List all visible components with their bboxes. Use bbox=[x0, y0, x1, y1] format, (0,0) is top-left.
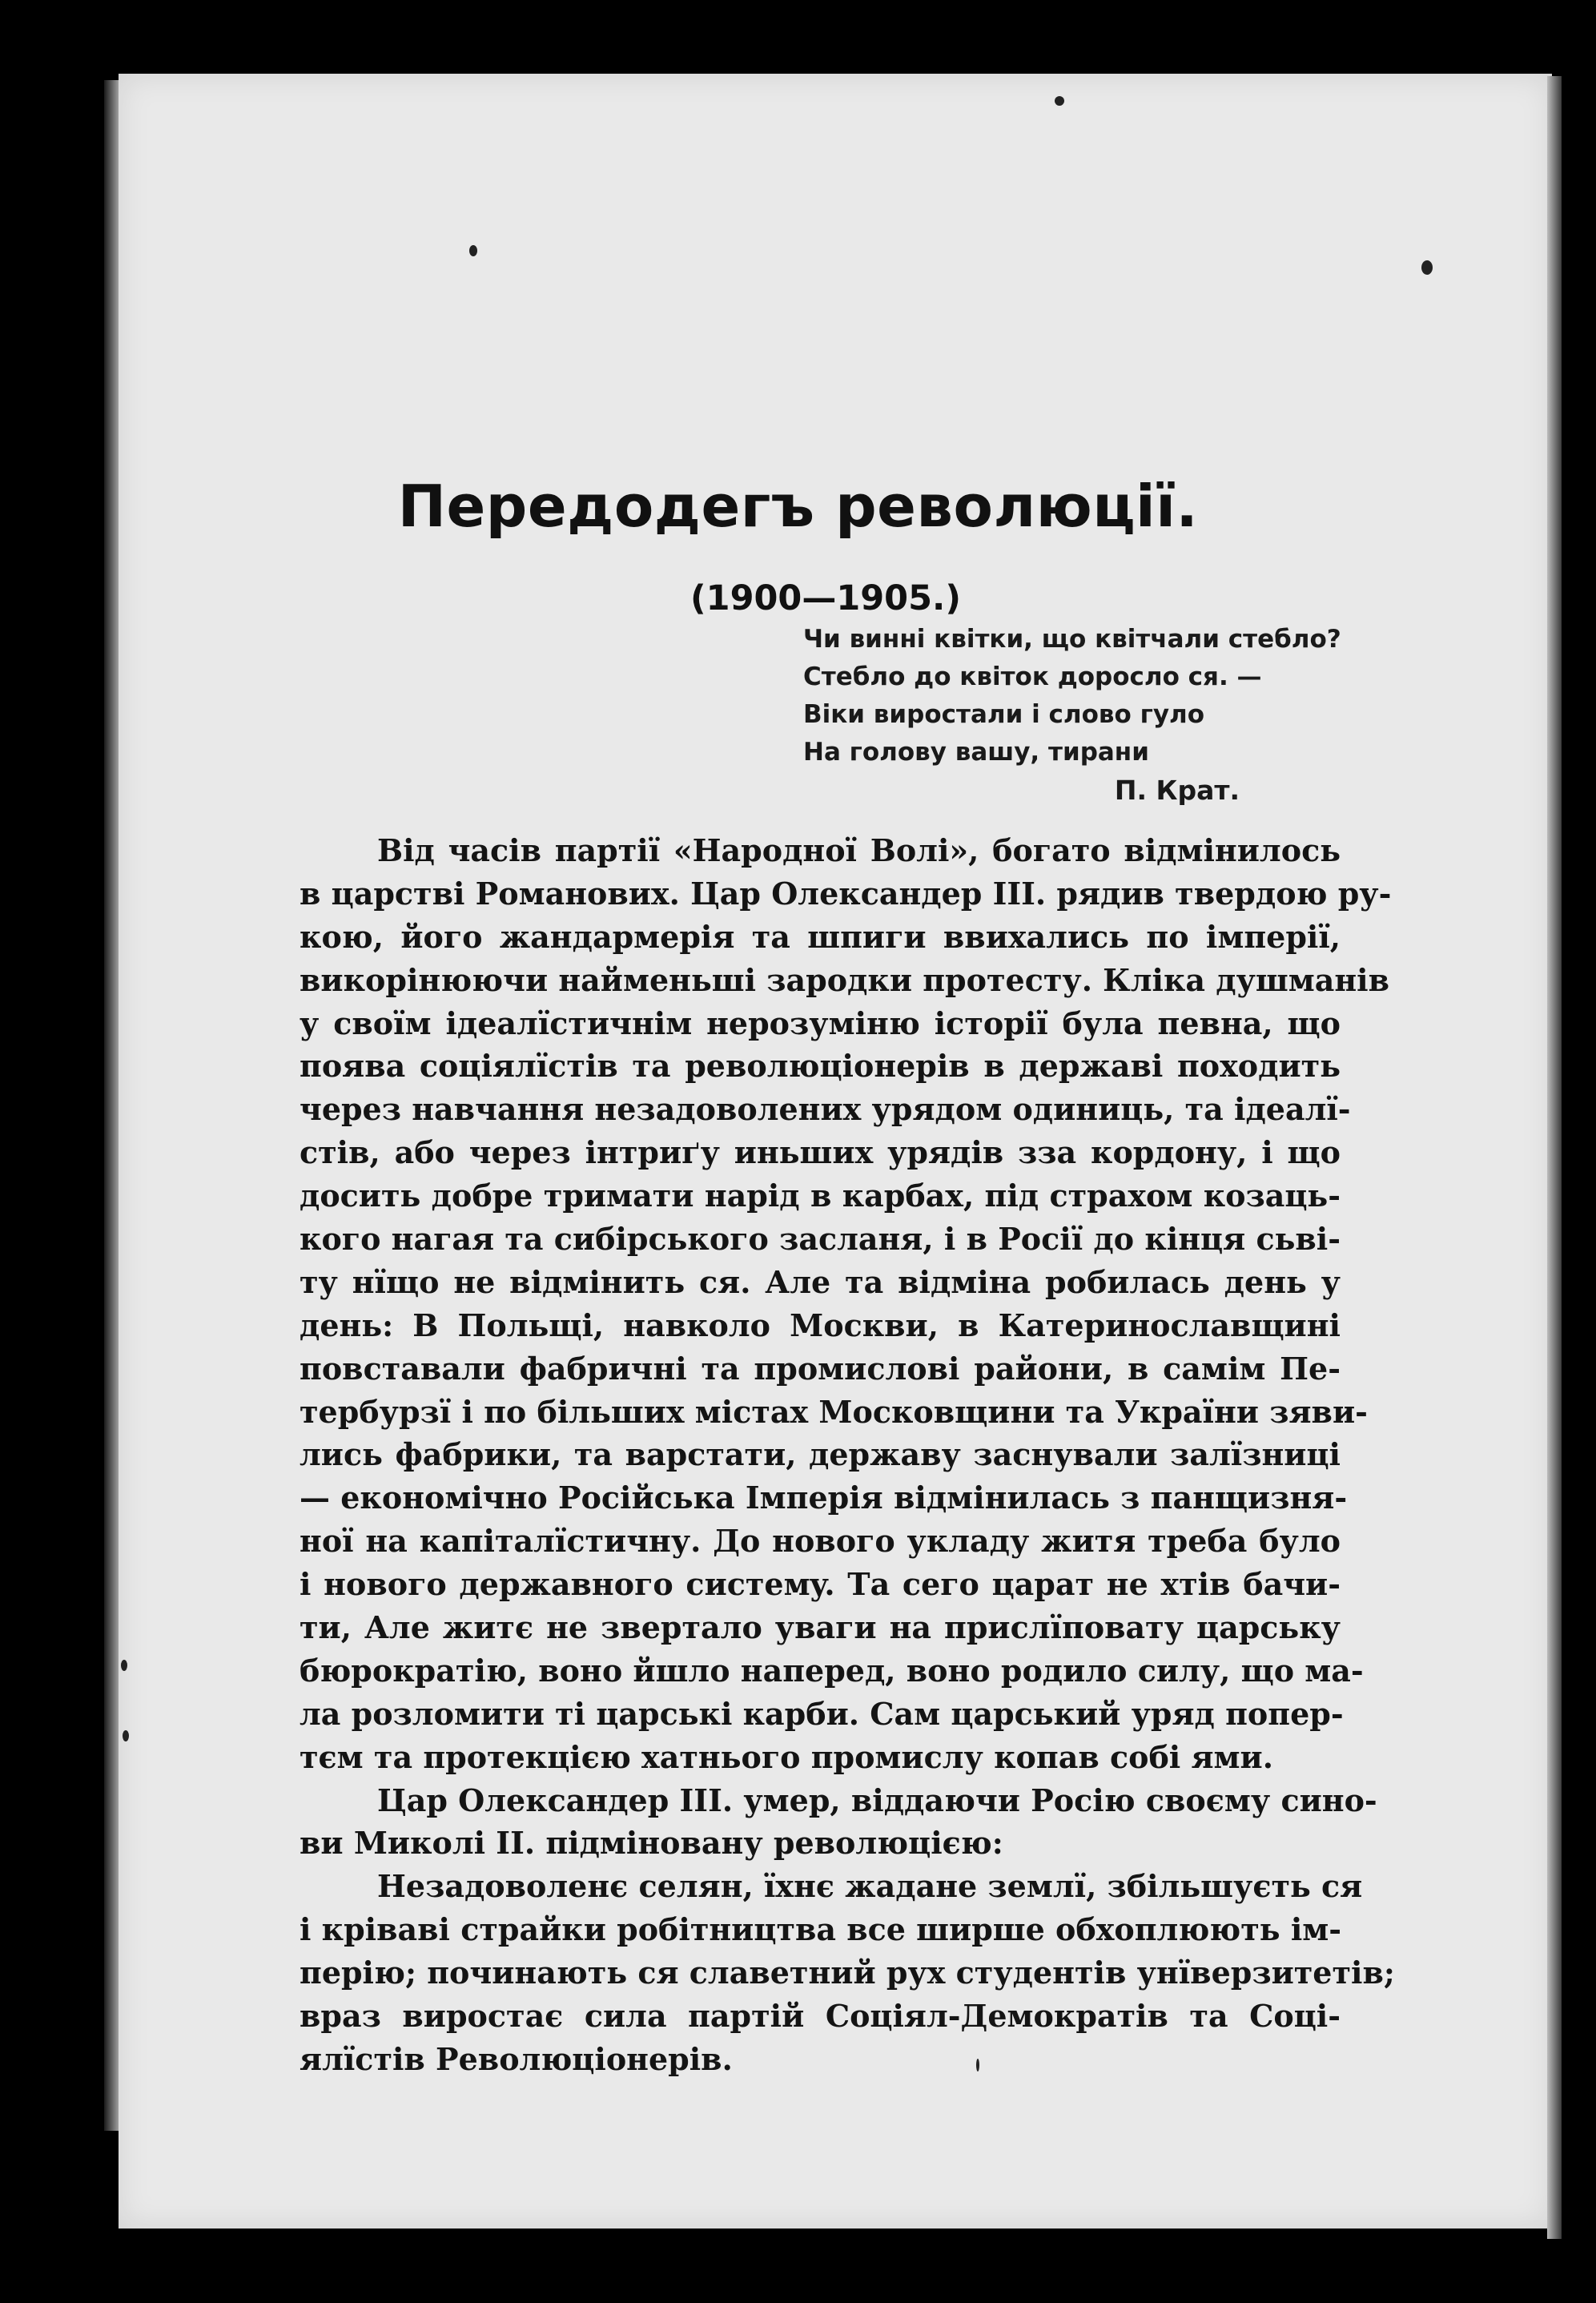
document-dates: (1900—1905.) bbox=[690, 578, 961, 618]
body-line: — економічно Російська Імперія відмінилась з панщизня- bbox=[300, 1480, 1348, 1516]
body-line: перію; починають ся славетний рух студентів унїверзитетів; bbox=[300, 1955, 1395, 1991]
body-line: і нового державного системy. Та сего царат не хтів бачи- bbox=[300, 1566, 1341, 1603]
body-line: ти, Але житє не звертало уваги на прислїповату царську bbox=[300, 1609, 1341, 1646]
document-title: Передодегъ революції. bbox=[397, 473, 1199, 540]
epigraph-line: Віки виростали і слово гуло bbox=[803, 700, 1205, 729]
epigraph-line: Чи винні квітки, що квітчали стебло? bbox=[803, 625, 1341, 654]
body-line: і кріваві страйки робітництва все ширше обхоплюють ім- bbox=[300, 1911, 1342, 1948]
body-line: через навчання незадоволених урядом одиниць, та ідеалї- bbox=[300, 1091, 1351, 1128]
body-line: тербурзї і по більших містах Московщини та України зяви- bbox=[300, 1393, 1368, 1430]
epigraph-line: Стебло до квіток доросло ся. — bbox=[803, 662, 1262, 691]
body-line: ви Миколі II. підміновану революцією: bbox=[300, 1825, 1003, 1862]
body-line: ла розломити ті царські карби. Сам царський уряд попер- bbox=[300, 1695, 1344, 1732]
body-line: у своїм ідеалїстичнім нерозуміню історії була певна, що bbox=[300, 1005, 1341, 1041]
epigraph bbox=[803, 621, 1356, 809]
body-line: бюрократію, воно йшло наперед, воно родило силу, що ма- bbox=[300, 1652, 1364, 1689]
body-line: повставали фабричні та промислові райони, в самім Пе- bbox=[300, 1350, 1341, 1387]
epigraph-line: На голову вашу, тирани bbox=[803, 738, 1149, 767]
body-line: досить добре тримати нарід в карбах, під страхом козаць- bbox=[300, 1178, 1341, 1214]
scan-speck bbox=[469, 245, 477, 256]
body-text bbox=[300, 829, 1395, 2081]
body-line: в царстві Романових. Цар Олександер III. рядив твердою ру- bbox=[300, 875, 1392, 912]
scan-speck bbox=[1055, 96, 1064, 106]
epigraph-author: П. Крат. bbox=[1114, 775, 1240, 806]
page-right-edge bbox=[1547, 76, 1562, 2239]
body-line: Незадоволенє селян, їхнє жадане землї, збільшуєть ся bbox=[377, 1868, 1363, 1905]
body-line: Цар Олександер III. умер, віддаючи Росію своєму сино- bbox=[377, 1782, 1377, 1818]
scan-speck bbox=[121, 1660, 127, 1671]
body-line: кого нагая та сибірського засланя, і в Росії до кінця сьві- bbox=[300, 1221, 1341, 1258]
body-line: враз виростає сила партій Соціял-Демократів та Соці- bbox=[300, 1998, 1341, 2035]
body-line: поява соціялїстів та революціонерів в державі походить bbox=[300, 1048, 1341, 1085]
body-line: день: В Польщі, навколо Москви, в Катеринославщині bbox=[300, 1307, 1341, 1343]
body-line: викорінюючи найменьші зародки протесту. Кліка душманів bbox=[300, 961, 1390, 998]
body-line: ної на капіталїстичну. До нового укладу житя треба було bbox=[300, 1523, 1341, 1560]
scan-speck bbox=[123, 1730, 129, 1741]
body-line: ту нїщо не відмінить ся. Але та відміна робилась день у bbox=[300, 1263, 1341, 1300]
body-line: кою, його жандармерія та шпиги ввихались по імперії, bbox=[300, 918, 1341, 955]
body-line: тєм та протекцією хатнього промислу копав собі ями. bbox=[300, 1738, 1273, 1775]
scan-speck bbox=[1421, 260, 1433, 275]
body-line: Від часів партії «Народної Волі», богато відмінилось bbox=[377, 832, 1341, 868]
body-line: лись фабрики, та варстати, державу заснували залїзниці bbox=[300, 1436, 1341, 1473]
body-line: стів, або через інтриґу иньших урядів зза кордону, і що bbox=[300, 1134, 1341, 1171]
body-line: ялїстів Революціонерів. bbox=[300, 2040, 733, 2077]
